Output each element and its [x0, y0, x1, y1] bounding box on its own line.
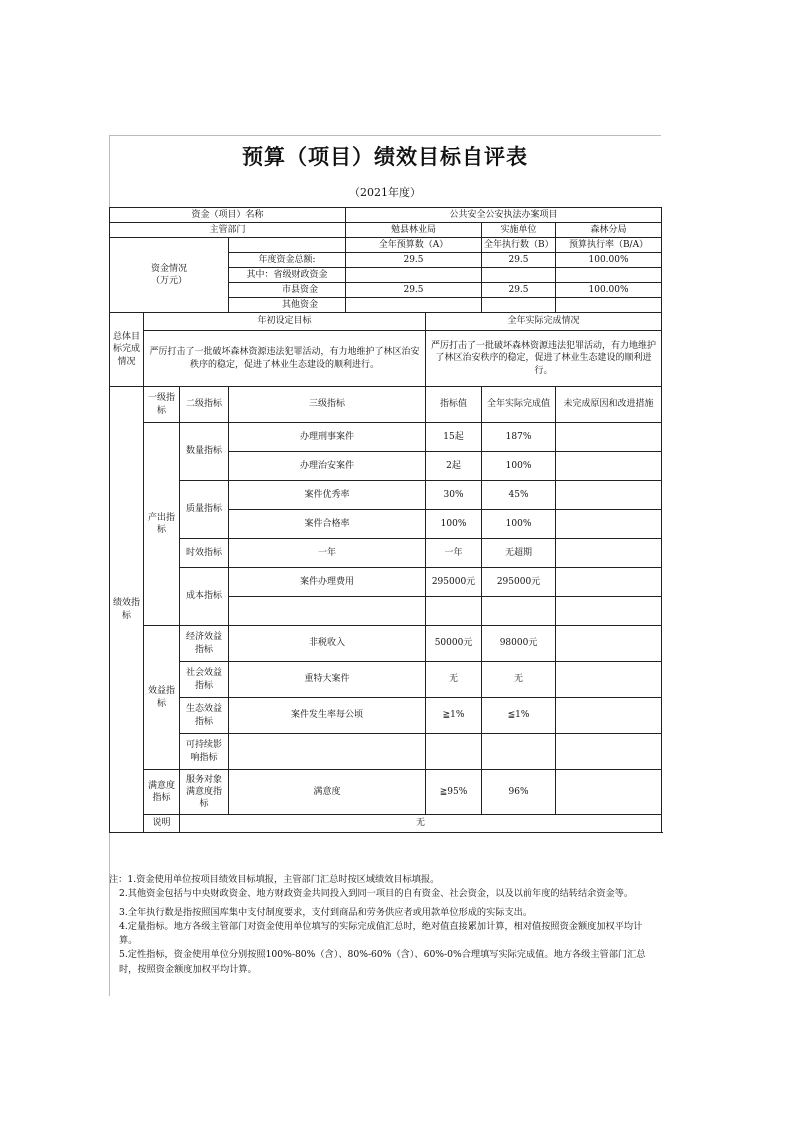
funds-row-rate	[556, 298, 662, 313]
perf-row-actual	[482, 734, 556, 770]
perf-row-target: 295000元	[426, 568, 482, 597]
actual-text: 严厉打击了一批破坏森林资源违法犯罪活动，有力地维护了林区治安秩序的稳定，促进了林业生态建设的顺利进行。	[426, 331, 662, 387]
remark-value: 无	[180, 815, 662, 833]
dept-label: 主管部门	[110, 223, 346, 238]
perf-row-target: 2起	[426, 452, 482, 481]
project-name-value: 公共安全公安执法办案项目	[346, 208, 662, 223]
perf-row-target: 无	[426, 662, 482, 698]
perf-row-actual	[482, 597, 556, 626]
perf-h-level2: 二级指标	[180, 387, 229, 423]
perf-row-actual: 100%	[482, 510, 556, 539]
perf-row-reason	[556, 698, 662, 734]
perf-row	[110, 770, 662, 815]
funds-col-exec: 全年执行数（B）	[482, 238, 556, 253]
cost-label: 成本指标	[180, 568, 229, 626]
evaluation-table	[109, 207, 662, 833]
satisfaction-label: 满意度指标	[144, 770, 180, 815]
ecological-label: 生态效益指标	[180, 698, 229, 734]
perf-row-target: 一年	[426, 539, 482, 568]
perf-row-name: 满意度	[229, 770, 426, 815]
perf-row-target: 15起	[426, 423, 482, 452]
perf-row-actual: 100%	[482, 452, 556, 481]
project-row	[110, 208, 662, 223]
perf-row-actual: 295000元	[482, 568, 556, 597]
funds-header-blank	[229, 238, 346, 253]
funds-row-budget: 29.5	[346, 253, 482, 268]
perf-h-target: 指标值	[426, 387, 482, 423]
sustainable-label: 可持续影响指标	[180, 734, 229, 770]
funds-col-budget: 全年预算数（A）	[346, 238, 482, 253]
perf-row-target	[426, 597, 482, 626]
perf-row-reason	[556, 510, 662, 539]
perf-row-reason	[556, 734, 662, 770]
perf-row-name	[229, 597, 426, 626]
page-title: 预算（项目）绩效目标自评表	[242, 144, 528, 169]
perf-row-name: 案件优秀率	[229, 481, 426, 510]
perf-row-name: 案件合格率	[229, 510, 426, 539]
perf-row-actual: 96%	[482, 770, 556, 815]
perf-row-target: 100%	[426, 510, 482, 539]
output-label: 产出指标	[144, 423, 180, 626]
funds-row-name: 市县资金	[229, 283, 346, 298]
overall-header-row	[110, 313, 662, 331]
timeliness-label: 时效指标	[180, 539, 229, 568]
perf-row-name	[229, 734, 426, 770]
perf-row	[110, 662, 662, 698]
dept-row	[110, 223, 662, 238]
perf-row-target: 50000元	[426, 626, 482, 662]
perf-row-name: 办理刑事案件	[229, 423, 426, 452]
perf-row	[110, 568, 662, 597]
perf-row-reason	[556, 539, 662, 568]
quantity-label: 数量指标	[180, 423, 229, 481]
funds-header-row	[110, 238, 662, 253]
perf-label: 绩效指标	[110, 387, 144, 833]
funds-row-budget: 29.5	[346, 283, 482, 298]
year-label: （2021年度）	[349, 186, 421, 199]
funds-row-budget	[346, 268, 482, 283]
funds-row-name: 其他资金	[229, 298, 346, 313]
perf-row	[110, 626, 662, 662]
funds-row-name: 年度资金总额:	[229, 253, 346, 268]
perf-row-reason	[556, 568, 662, 597]
service-label: 服务对象满意度指标	[180, 770, 229, 815]
quality-label: 质量指标	[180, 481, 229, 539]
perf-row	[110, 698, 662, 734]
perf-h-level3: 三级指标	[229, 387, 426, 423]
funds-row-rate: 100.00%	[556, 253, 662, 268]
perf-row-target: ≧95%	[426, 770, 482, 815]
perf-row-name: 重特大案件	[229, 662, 426, 698]
perf-h-actual: 全年实际完成值	[482, 387, 556, 423]
funds-row-budget	[346, 298, 482, 313]
perf-row-reason	[556, 452, 662, 481]
perf-row-name: 案件发生率每公顷	[229, 698, 426, 734]
perf-row	[110, 481, 662, 510]
economic-label: 经济效益指标	[180, 626, 229, 662]
perf-header-row	[110, 387, 662, 423]
perf-row-reason	[556, 626, 662, 662]
note-line: 4.定量指标。地方各级主管部门对资金使用单位填写的实际完成值汇总时，绝对值直接累加计算，相对值按照资金额度加权平均计算。	[119, 920, 643, 946]
notes	[109, 873, 657, 977]
social-label: 社会效益指标	[180, 662, 229, 698]
note-line: 注：1.资金使用单位按项目绩效目标填报，主管部门汇总时按区域绩效目标填报。	[109, 874, 440, 885]
perf-row-target: ≧1%	[426, 698, 482, 734]
perf-row-reason	[556, 770, 662, 815]
funds-row-exec: 29.5	[482, 283, 556, 298]
perf-row-reason	[556, 481, 662, 510]
actual-header: 全年实际完成情况	[426, 313, 662, 331]
perf-row-target	[426, 734, 482, 770]
project-name-label: 资金（项目）名称	[110, 208, 346, 223]
remark-label: 说明	[144, 815, 180, 833]
perf-row-reason	[556, 662, 662, 698]
perf-row-actual: 45%	[482, 481, 556, 510]
goal-header: 年初设定目标	[144, 313, 426, 331]
funds-row-name: 其中：省级财政资金	[229, 268, 346, 283]
dept-value: 勉县林业局	[346, 223, 482, 238]
overall-label: 总体目标完成情况	[110, 313, 144, 387]
perf-row	[110, 539, 662, 568]
funds-row-rate	[556, 268, 662, 283]
perf-row-empty	[110, 734, 662, 770]
perf-row-target: 30%	[426, 481, 482, 510]
note-line: 3.全年执行数是指按照国库集中支付制度要求，支付到商品和劳务供应者或用款单位形成的实际支出。	[119, 906, 533, 918]
perf-row-actual: 98000元	[482, 626, 556, 662]
benefit-label: 效益指标	[144, 626, 180, 770]
impl-unit-value: 森林分局	[556, 223, 662, 238]
perf-row	[110, 423, 662, 452]
note-line: 2.其他资金包括与中央财政资金、地方财政资金共同投入到同一项目的自有资金、社会资金，以及以前年度的结转结余资金等。	[119, 888, 634, 900]
perf-row-name: 非税收入	[229, 626, 426, 662]
note-line: 5.定性指标，资金使用单位分别按照100%-80%（含）、80%-60%（含）、60%-0%合理填写实际完成值。地方各级主管部门汇总时，按照资金额度加权平均计算。	[119, 949, 646, 975]
goal-text: 严厉打击了一批破坏森林资源违法犯罪活动，有力地维护了林区治安秩序的稳定，促进了林业生态建设的顺利进行。	[144, 331, 426, 387]
perf-row-actual: 187%	[482, 423, 556, 452]
funds-row-exec	[482, 268, 556, 283]
perf-row-reason	[556, 597, 662, 626]
funds-row-exec	[482, 298, 556, 313]
funds-row-rate: 100.00%	[556, 283, 662, 298]
perf-h-level1: 一级指标	[144, 387, 180, 423]
overall-text-row	[110, 331, 662, 387]
funds-row-exec: 29.5	[482, 253, 556, 268]
perf-h-reason: 未完成原因和改进措施	[556, 387, 662, 423]
perf-row-reason	[556, 423, 662, 452]
remark-row	[110, 815, 662, 833]
perf-row-name: 一年	[229, 539, 426, 568]
funds-col-rate: 预算执行率（B/A）	[556, 238, 662, 253]
perf-row-actual: ≦1%	[482, 698, 556, 734]
funds-label: 资金情况 （万元）	[110, 238, 229, 313]
perf-row-name: 案件办理费用	[229, 568, 426, 597]
perf-row-actual: 无	[482, 662, 556, 698]
perf-row-name: 办理治安案件	[229, 452, 426, 481]
perf-row-actual: 无超期	[482, 539, 556, 568]
impl-unit-label: 实施单位	[482, 223, 556, 238]
